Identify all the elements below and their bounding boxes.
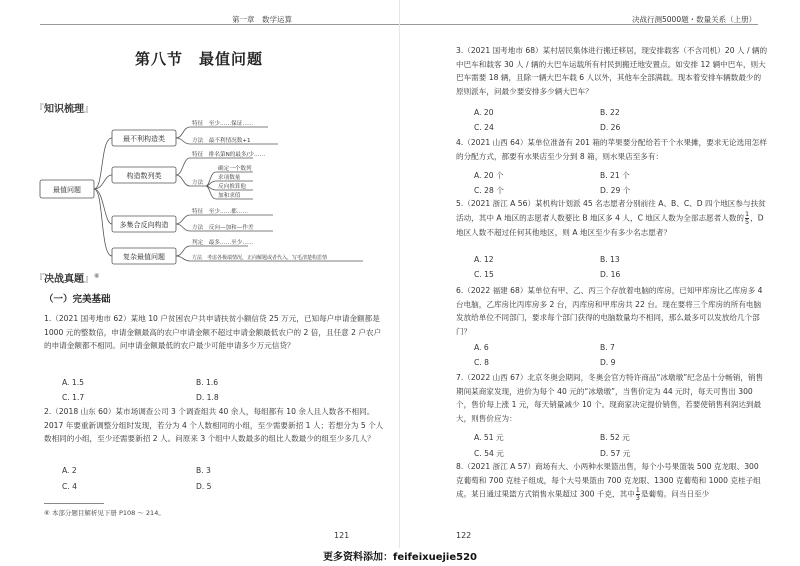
q7-option-a: A. 51 元 — [474, 433, 504, 442]
mindmap-leaf: 求项数量 — [218, 175, 241, 181]
mindmap-leaf: 特征 至少……保证…… — [192, 121, 254, 127]
question-7-text: 7.（2022 山西 67）北京冬奥会期间，冬奥会官方特许商品“冰墩墩”纪念品十分畅销，销售期间某商家发现，进价为每个 40 元的“冰墩墩”，当售价定为 44 元时，每天可售出 300 个，售价每上涨 1 元，每天销量减少 10 个。现商家决定提价销售，若要使销售利润达到最大，则售价应为： — [456, 373, 764, 423]
footnote-rule — [44, 503, 104, 504]
knowledge-heading: 『知识梳理』 — [34, 104, 94, 115]
q6-option-a: A. 6 — [474, 343, 489, 352]
page-number-right: 122 — [456, 531, 472, 540]
q2-option-a: A. 2 — [62, 466, 77, 475]
subsection-title: （一）完美基础 — [44, 294, 111, 305]
question-5-text: 5.（2021 浙江 A 56）某机构计划派 45 名志愿者分别前往 A、B、C、D 四个地区参与扶贫活动，其中 A 地区的志愿者人数要比 B 地区多 4 人，C 地区人数为全部志愿者人数的 $\frac{1}{5}$ ，D 地区人数不超过任何其他地区，则 A 地区至少有多少名志愿者？ — [456, 199, 766, 237]
mindmap-leaf: 特征 至少……都…… — [192, 209, 248, 215]
mindmap-leaf: 方法 — [192, 180, 204, 186]
mindmap-branch-3: 多集合反向构造 — [119, 221, 169, 229]
mindmap-diagram — [38, 118, 368, 268]
page-number-left: 121 — [334, 531, 350, 540]
q5-option-a: A. 12 — [474, 255, 494, 264]
mindmap-branch-1: 最不利构造类 — [123, 135, 165, 143]
q3-option-a: A. 20 — [474, 108, 494, 117]
q4-option-a: A. 20 个 — [474, 171, 504, 180]
q1-option-d: D. 1.8 — [196, 393, 219, 402]
q4-option-c: C. 28 个 — [474, 186, 504, 195]
q3-option-d: D. 26 — [600, 123, 621, 132]
footnote: ⑥ 本部分题目解析见下册 P108 ～ 214。 — [44, 509, 165, 517]
question-8-text: 8.（2021 浙江 A 57）商场有大、小两种水果篮出售，每个小号果篮装 500 克龙眼、300 克葡萄和 700 克桂子组成，每个大号果篮由 700 克龙眼、1300 克葡萄和 1000 克桂子组成。某日通过果篮方式销售水果超过 300 千克，其中 $\frac{1}{3}$ 是葡萄。问当日至少 — [456, 462, 761, 502]
q2-option-b: B. 3 — [196, 466, 211, 475]
left-page — [0, 0, 400, 548]
q2-option-d: D. 5 — [196, 482, 212, 491]
fraction: $\frac{1}{5}$ — [745, 209, 750, 226]
q4-option-b: B. 21 个 — [600, 171, 630, 180]
q1-option-c: C. 1.7 — [62, 393, 85, 402]
mindmap-leaf: 方法 最不利情况数+1 — [192, 138, 251, 144]
section-title: 第八节 最值问题 — [135, 50, 264, 68]
q5-option-c: C. 15 — [474, 270, 494, 279]
right-page — [400, 0, 800, 548]
q5-option-b: B. 13 — [600, 255, 620, 264]
mindmap-leaf: 判定 最多……至少…… — [192, 240, 254, 246]
mindmap-leaf: 反向推算他 — [218, 184, 246, 190]
q7-option-c: C. 54 元 — [474, 449, 504, 458]
q5-option-d: D. 16 — [600, 270, 621, 279]
q1-option-a: A. 1.5 — [62, 378, 84, 387]
question-1-text: 1.（2021 国考地市 62）某地 10 户贫困农户共申请扶贫小额信贷 25 万元，已知每户申请金额都是 1000 元的整数倍，申请金额最高的农户申请金额不超过申请金额最低农户的 2 倍，且任意 2 户农户的申请金额都不相同。问申请金额最低的农户最少可能申请多少万元信贷？ — [44, 314, 382, 350]
mindmap-leaf: 确定一个数列 — [218, 166, 252, 172]
question-4-text: 4.（2021 山西 64）某单位准备有 201 箱的苹果要分配给若干个水果摊，要求无论选用怎样的分配方式，都要有水果店至少分到 8 箱，则水果店至多有： — [456, 138, 767, 161]
q6-option-d: D. 9 — [600, 358, 616, 367]
mindmap-branch-4: 复杂最值问题 — [123, 253, 165, 261]
mindmap-leaf: 加和求值 — [218, 193, 241, 199]
q2-option-c: C. 4 — [62, 482, 77, 491]
left-header: 第一章 数学运算 — [232, 15, 292, 24]
q6-option-b: B. 7 — [600, 343, 615, 352]
mindmap — [38, 118, 368, 268]
mindmap-root: 最值问题 — [53, 186, 81, 194]
question-3-text: 3.（2021 国考地市 68）某村居民集体进行搬迁移居，现安排载客（不含司机）20 人 / 辆的中巴车和载客 30 人 / 辆的大巴车运载所有村民到搬迁地安置点。如安排 12 辆中巴车，则大巴车需要 18 辆，且除一辆大巴车载 6 人以外，其他车全部满载。现本着安排车辆数最少的原则派车，问最少要安排多少辆大巴车？ — [456, 46, 768, 96]
fraction: $\frac{1}{3}$ — [635, 486, 640, 502]
q7-option-b: B. 52 元 — [600, 433, 630, 442]
q3-option-c: C. 24 — [474, 123, 494, 132]
question-2-text: 2.（2018 山东 60）某市场调查公司 3 个调查组共 40 余人，每组都有 10 余人且人数各不相同。2017 年要重新调整分组时发现，若分为 4 个人数相同的小组，至少需要新招 1 人；若想分为 5 个人数相同的小组，至少还需要新招 2 人。问原来 3 个组中人数最多的组比人数最少的组至少多几人？ — [44, 407, 384, 443]
bottom-banner: 更多资料添加：feifeixuejie520 — [323, 552, 477, 563]
q3-option-b: B. 22 — [600, 108, 620, 117]
mindmap-leaf: 特征 排名第N的最多/少…… — [192, 152, 266, 158]
q7-option-d: D. 57 元 — [600, 449, 631, 458]
q1-option-b: B. 1.6 — [196, 378, 219, 387]
header-rule — [40, 24, 400, 25]
q4-option-d: D. 29 个 — [600, 186, 631, 195]
mindmap-leaf: 方法 反向—加和—作差 — [192, 225, 254, 231]
question-6-text: 6.（2022 福建 68）某单位有甲、乙、丙三个存放着电脑的库房，已知甲库房比乙库房多 4 台电脑，乙库房比丙库房多 2 台，丙库房和甲库房共 22 台。现在要将三个库房的所有电脑发放给单位不同部门，要求每个部门获得的电脑数量均不相同，那么最多可以发放给几个部门？ — [456, 286, 763, 336]
right-header: 决战行测5000题・数量关系（上册） — [632, 15, 757, 24]
mindmap-leaf: 方法 考虑各极端情况，正向解题或者代入，写毛清楚构思情 — [192, 255, 328, 261]
practice-heading: 『决战真题』⑥ — [34, 272, 100, 285]
q6-option-c: C. 8 — [474, 358, 489, 367]
mindmap-branch-2: 构造数列类 — [126, 172, 162, 180]
